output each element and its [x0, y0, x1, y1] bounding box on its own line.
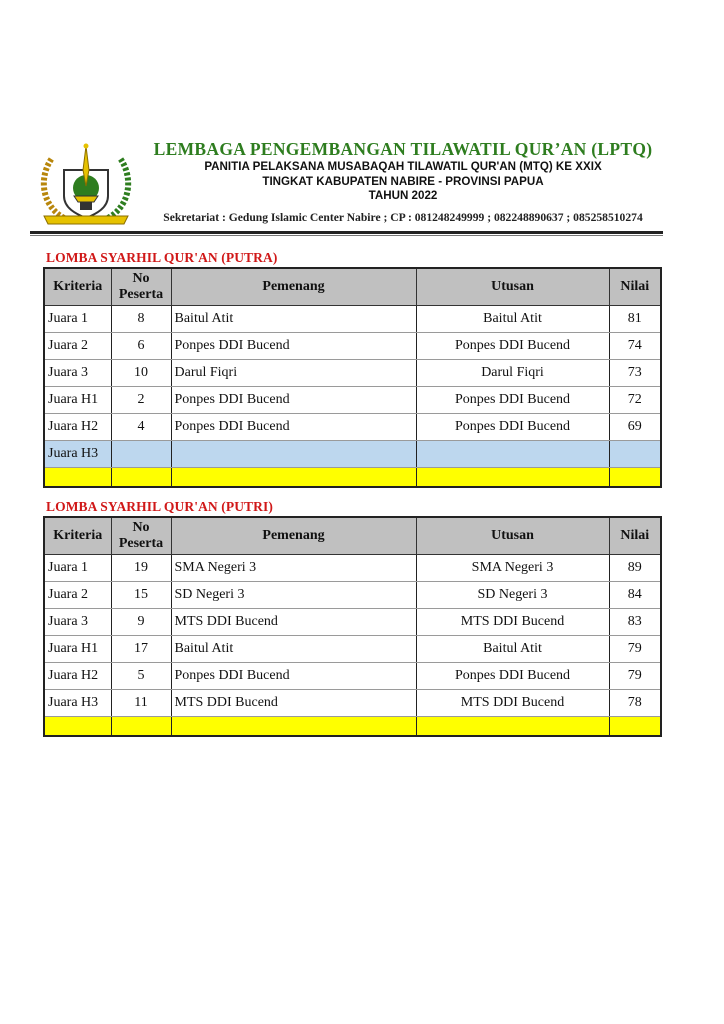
cell-utusan: MTS DDI Bucend [416, 690, 609, 717]
table-row [44, 387, 661, 414]
table-header-row [44, 517, 661, 555]
table-row-highlighted [44, 441, 661, 468]
cell-no-peserta: 19 [111, 555, 171, 582]
table-row [44, 663, 661, 690]
cell-kriteria: Juara H3 [44, 690, 111, 717]
letterhead-title: LEMBAGA PENGEMBANGAN TILAWATIL QUR’AN (LPTQ) [153, 139, 653, 159]
cell-pemenang: Ponpes DDI Bucend [171, 414, 416, 441]
cell-pemenang: Baitul Atit [171, 636, 416, 663]
cell-no-peserta [111, 441, 171, 468]
letterhead-year: TAHUN 2022 [368, 189, 438, 202]
empty-cell [416, 717, 609, 737]
table-row [44, 414, 661, 441]
cell-kriteria: Juara H2 [44, 414, 111, 441]
cell-pemenang: SD Negeri 3 [171, 582, 416, 609]
cell-kriteria: Juara 1 [44, 555, 111, 582]
cell-no-peserta: 15 [111, 582, 171, 609]
column-header-no: No [132, 271, 150, 286]
cell-kriteria: Juara 3 [44, 360, 111, 387]
cell-nilai: 81 [609, 306, 661, 333]
results-table-putri [43, 516, 662, 737]
cell-pemenang: Baitul Atit [171, 306, 416, 333]
cell-utusan: Darul Fiqri [416, 360, 609, 387]
cell-pemenang: MTS DDI Bucend [171, 690, 416, 717]
cell-nilai: 79 [609, 636, 661, 663]
table-row [44, 360, 661, 387]
cell-pemenang: SMA Negeri 3 [171, 555, 416, 582]
cell-utusan [416, 441, 609, 468]
column-header-utusan: Utusan [416, 268, 609, 306]
cell-pemenang: Ponpes DDI Bucend [171, 663, 416, 690]
cell-no-peserta: 11 [111, 690, 171, 717]
cell-pemenang: MTS DDI Bucend [171, 609, 416, 636]
letterhead-divider-thin [30, 235, 663, 236]
cell-nilai: 84 [609, 582, 661, 609]
letterhead-contact: Sekretariat : Gedung Islamic Center Nabire ; CP : 081248249999 ; 082248890637 ; 085258510274 [163, 210, 643, 224]
table-row [44, 555, 661, 582]
column-header-pemenang: Pemenang [171, 517, 416, 555]
cell-no-peserta: 10 [111, 360, 171, 387]
column-header-nilai: Nilai [609, 517, 661, 555]
cell-kriteria: Juara 1 [44, 306, 111, 333]
cell-pemenang [171, 441, 416, 468]
cell-pemenang: Ponpes DDI Bucend [171, 333, 416, 360]
table-row [44, 582, 661, 609]
column-header-no-peserta [111, 517, 171, 555]
cell-nilai [609, 441, 661, 468]
empty-cell [111, 468, 171, 488]
table-row [44, 333, 661, 360]
cell-nilai: 79 [609, 663, 661, 690]
cell-nilai: 74 [609, 333, 661, 360]
cell-kriteria: Juara H2 [44, 663, 111, 690]
column-header-pemenang: Pemenang [171, 268, 416, 306]
cell-utusan: SD Negeri 3 [416, 582, 609, 609]
cell-utusan: Ponpes DDI Bucend [416, 387, 609, 414]
cell-utusan: MTS DDI Bucend [416, 609, 609, 636]
column-header-kriteria: Kriteria [44, 517, 111, 555]
empty-cell [609, 717, 661, 737]
cell-no-peserta: 6 [111, 333, 171, 360]
column-header-peserta: Peserta [118, 536, 164, 551]
cell-no-peserta: 2 [111, 387, 171, 414]
cell-kriteria: Juara H1 [44, 387, 111, 414]
table-row-empty-yellow [44, 468, 661, 488]
empty-cell [44, 468, 111, 488]
letterhead-level: TINGKAT KABUPATEN NABIRE - PROVINSI PAPUA [262, 174, 544, 188]
table-row [44, 690, 661, 717]
column-header-peserta: Peserta [118, 287, 164, 302]
section-title-putra: LOMBA SYARHIL QUR'AN (PUTRA) [46, 250, 278, 265]
results-table-putra [43, 267, 662, 488]
empty-cell [609, 468, 661, 488]
table-row-empty-yellow [44, 717, 661, 737]
table-header-row [44, 268, 661, 306]
table-row [44, 636, 661, 663]
cell-no-peserta: 4 [111, 414, 171, 441]
table-row [44, 306, 661, 333]
cell-pemenang: Darul Fiqri [171, 360, 416, 387]
cell-utusan: Baitul Atit [416, 636, 609, 663]
empty-cell [111, 717, 171, 737]
cell-nilai: 89 [609, 555, 661, 582]
column-header-utusan: Utusan [416, 517, 609, 555]
cell-utusan: Baitul Atit [416, 306, 609, 333]
cell-utusan: Ponpes DDI Bucend [416, 333, 609, 360]
cell-kriteria: Juara H3 [44, 441, 111, 468]
cell-nilai: 73 [609, 360, 661, 387]
letterhead [30, 138, 664, 234]
cell-no-peserta: 5 [111, 663, 171, 690]
cell-kriteria: Juara 2 [44, 333, 111, 360]
table-row [44, 609, 661, 636]
cell-nilai: 72 [609, 387, 661, 414]
column-header-nilai: Nilai [609, 268, 661, 306]
section-title-putri: LOMBA SYARHIL QUR'AN (PUTRI) [46, 499, 273, 514]
cell-no-peserta: 9 [111, 609, 171, 636]
empty-cell [416, 468, 609, 488]
letterhead-divider [30, 231, 663, 234]
empty-cell [171, 468, 416, 488]
empty-cell [171, 717, 416, 737]
column-header-no: No [132, 520, 150, 535]
cell-no-peserta: 17 [111, 636, 171, 663]
lptq-emblem-icon [34, 140, 138, 230]
cell-utusan: Ponpes DDI Bucend [416, 663, 609, 690]
cell-nilai: 78 [609, 690, 661, 717]
cell-pemenang: Ponpes DDI Bucend [171, 387, 416, 414]
cell-no-peserta: 8 [111, 306, 171, 333]
cell-kriteria: Juara H1 [44, 636, 111, 663]
cell-nilai: 83 [609, 609, 661, 636]
column-header-kriteria: Kriteria [44, 268, 111, 306]
cell-kriteria: Juara 3 [44, 609, 111, 636]
column-header-no-peserta [111, 268, 171, 306]
cell-utusan: SMA Negeri 3 [416, 555, 609, 582]
cell-kriteria: Juara 2 [44, 582, 111, 609]
cell-utusan: Ponpes DDI Bucend [416, 414, 609, 441]
cell-nilai: 69 [609, 414, 661, 441]
letterhead-committee: PANITIA PELAKSANA MUSABAQAH TILAWATIL QUR'AN (MTQ) KE XXIX [204, 160, 602, 173]
empty-cell [44, 717, 111, 737]
